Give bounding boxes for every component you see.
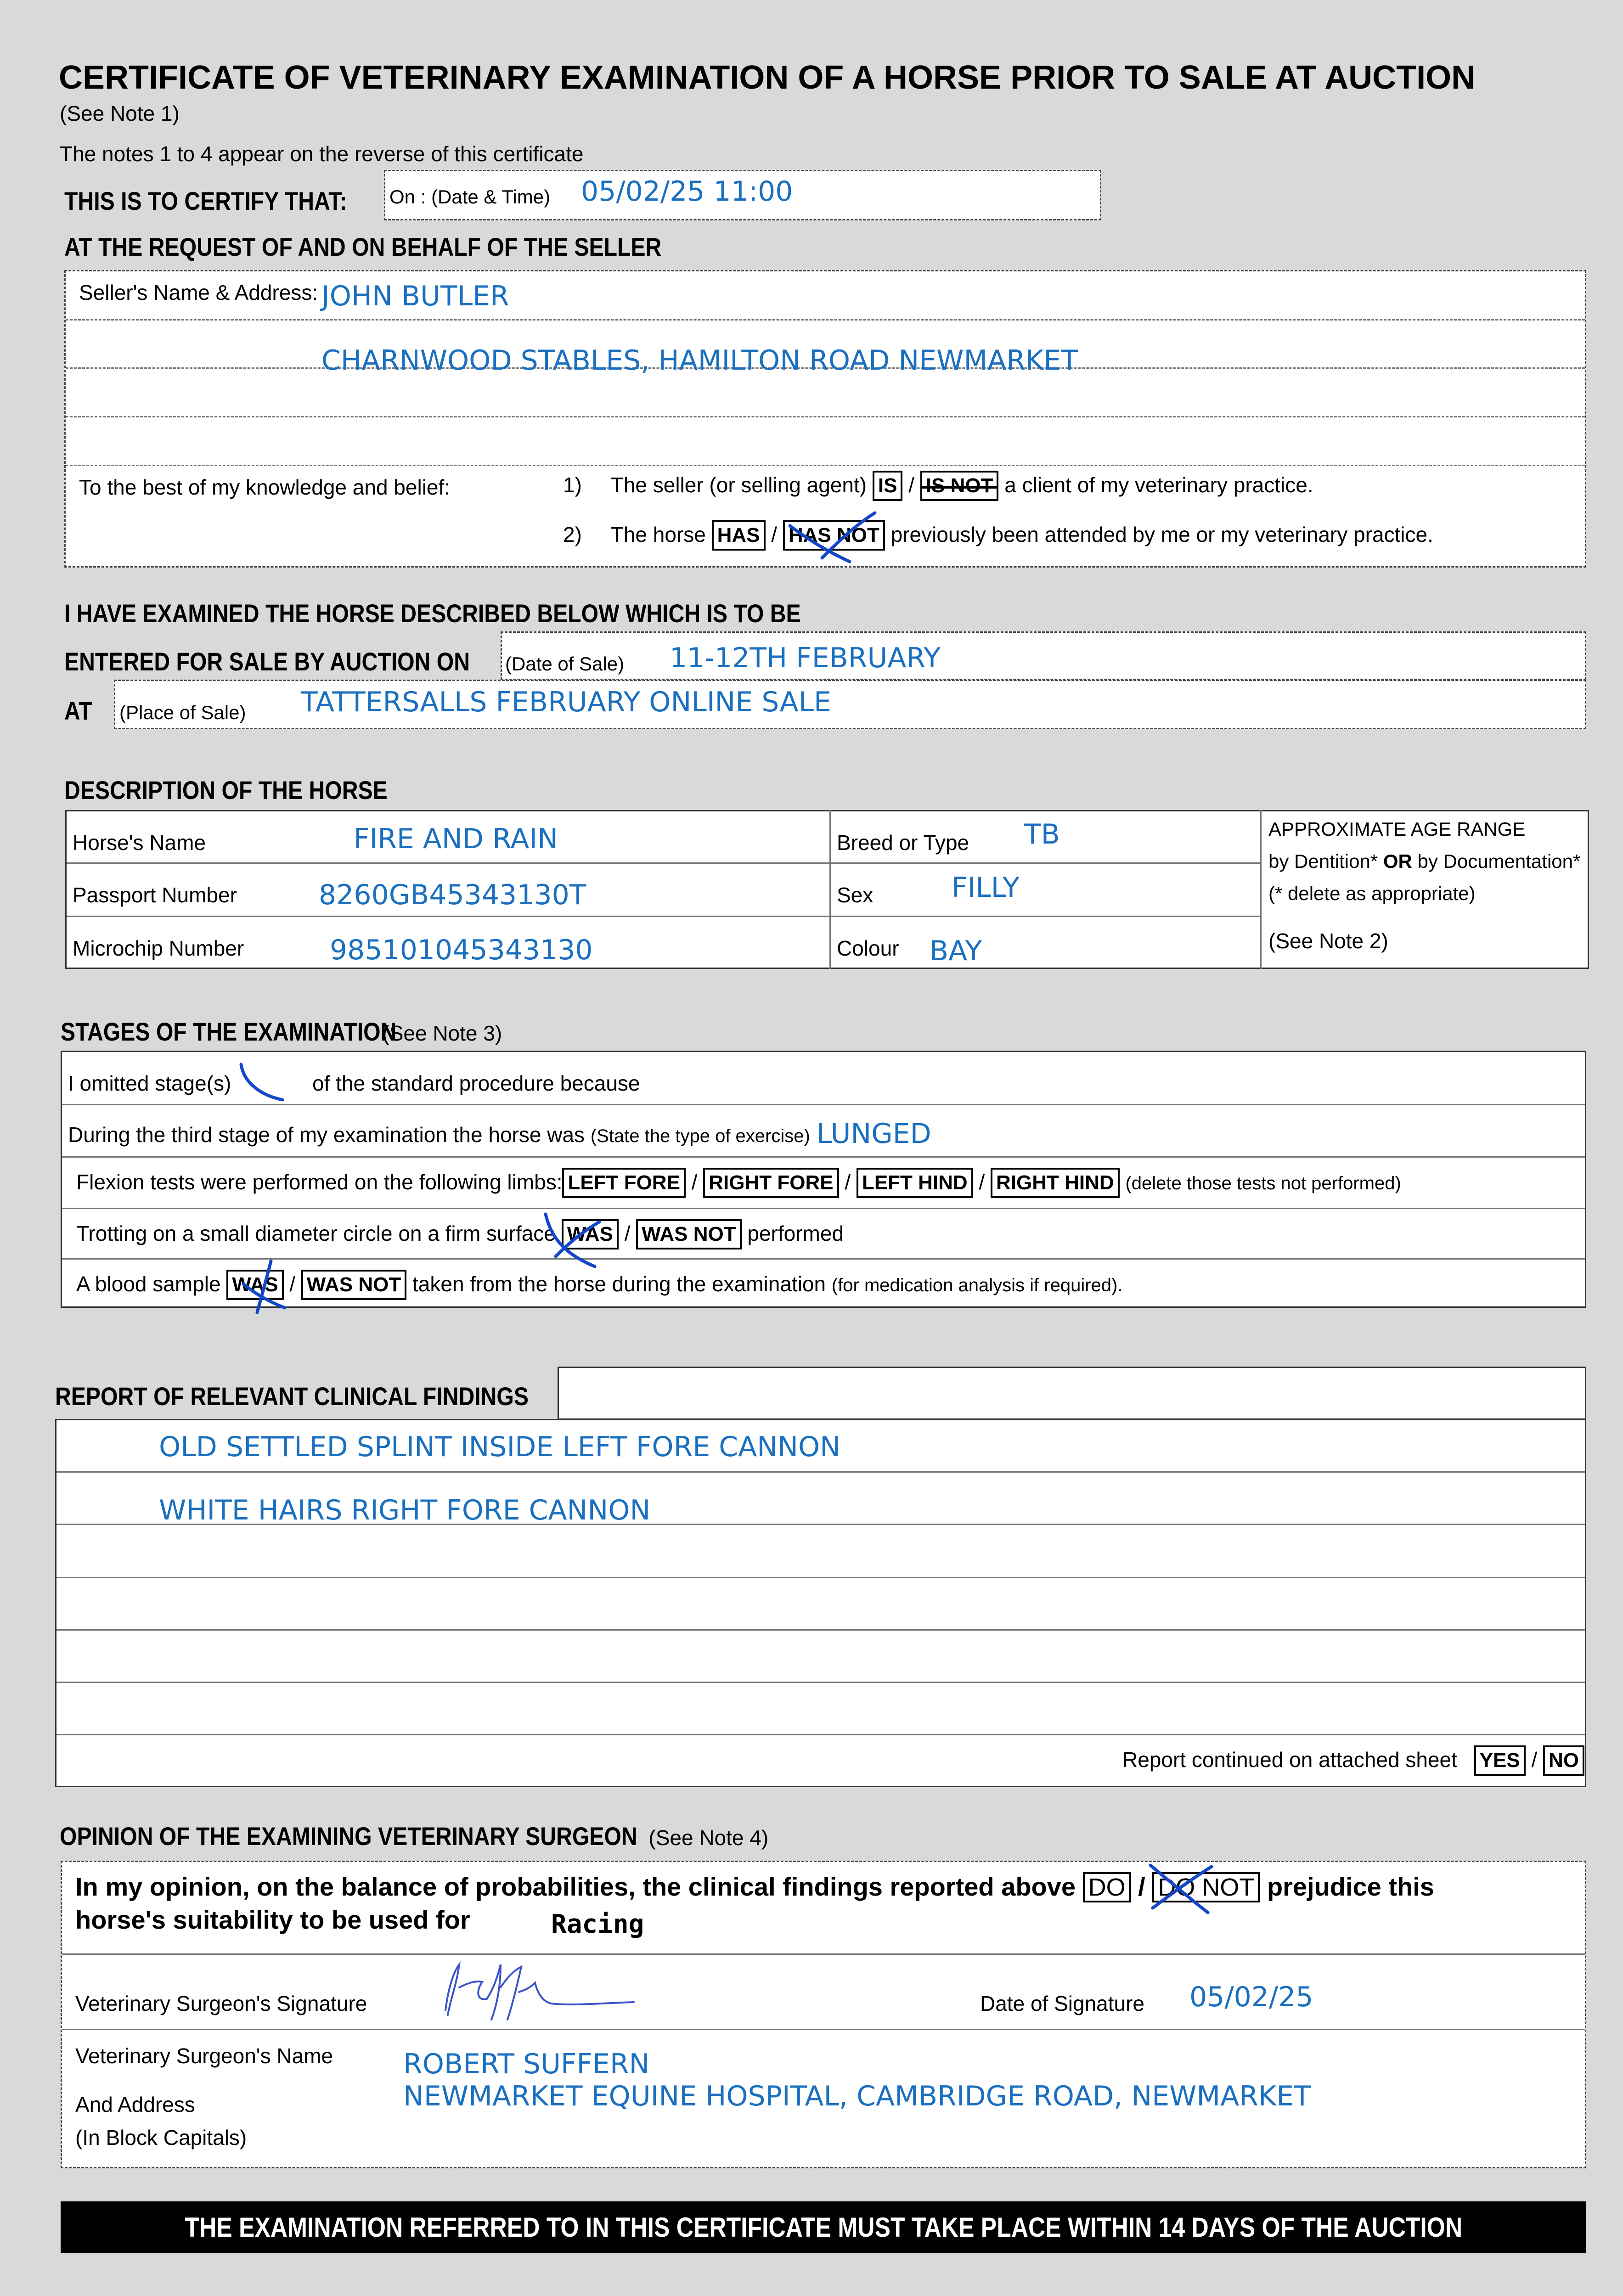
opinion-do-option[interactable]: DO	[1083, 1872, 1131, 1902]
stages-note: (See Note 3)	[382, 1021, 502, 1045]
seller-label: Seller's Name & Address:	[79, 281, 318, 304]
opinion-heading	[60, 1821, 768, 1851]
trotting-was-not-option[interactable]: WAS NOT	[636, 1219, 741, 1249]
third-stage-text: During the third stage of my examination the horse was	[68, 1123, 585, 1147]
entered-label: ENTERED FOR SALE BY AUCTION ON	[64, 647, 470, 676]
date-time-label: On : (Date & Time)	[389, 186, 551, 208]
surgeon-address-label: And Address	[75, 2093, 195, 2116]
date-of-sale-label: (Date of Sale)	[505, 653, 625, 675]
footer-banner	[61, 2201, 1586, 2253]
blood-line	[76, 1269, 1122, 1300]
stages-heading	[61, 1017, 502, 1047]
blood-note: (for medication analysis if required).	[831, 1275, 1123, 1295]
microchip-label: Microchip Number	[73, 936, 244, 960]
blood-sep: /	[289, 1272, 296, 1296]
blood-text: A blood sample	[76, 1272, 221, 1296]
continued-sep: /	[1531, 1748, 1538, 1772]
opinion-sep: /	[1138, 1872, 1145, 1901]
has-option[interactable]: HAS	[712, 520, 766, 551]
is-not-label: IS NOT	[925, 474, 993, 497]
report-lines[interactable]	[55, 1419, 1586, 1787]
request-label: AT THE REQUEST OF AND ON BEHALF OF THE SELLER	[64, 232, 662, 261]
horse-name-label: Horse's Name	[73, 831, 206, 855]
certify-label: THIS IS TO CERTIFY THAT:	[64, 186, 347, 215]
third-stage-note: (State the type of exercise)	[590, 1126, 810, 1146]
place-of-sale-label: (Place of Sale)	[119, 702, 246, 723]
is-option[interactable]: IS	[873, 471, 903, 501]
seller-address-value[interactable]: CHARNWOOD STABLES, HAMILTON ROAD NEWMARKET	[321, 344, 1078, 377]
signature-text: Suffern	[432, 1955, 435, 1956]
opinion-statement	[75, 1871, 1434, 1903]
item1-sep: /	[908, 473, 914, 497]
has-not-option[interactable]: HAS NOT	[783, 520, 885, 551]
limb-left-fore[interactable]: LEFT FORE	[562, 1168, 685, 1198]
breed-value[interactable]: TB	[1024, 818, 1060, 850]
blood-was-pen-cross	[239, 1256, 289, 1316]
item1-post: a client of my veterinary practice.	[1004, 473, 1313, 497]
microchip-value[interactable]: 985101045343130	[330, 934, 593, 966]
age-see-note-2: (See Note 2)	[1268, 929, 1388, 953]
item1-number: 1)	[563, 473, 582, 497]
third-stage-line	[68, 1122, 810, 1147]
flexion-sep-2: /	[845, 1170, 851, 1194]
limb-right-hind[interactable]: RIGHT HIND	[991, 1168, 1120, 1198]
examined-label: I HAVE EXAMINED THE HORSE DESCRIBED BELOW WHICH IS TO BE	[64, 599, 801, 628]
report-line-1[interactable]: OLD SETTLED SPLINT INSIDE LEFT FORE CANNON	[159, 1431, 841, 1463]
block-capitals-label: (In Block Capitals)	[75, 2126, 247, 2150]
omitted-stages-pen-mark	[234, 1056, 294, 1107]
date-of-signature-value[interactable]: 05/02/25	[1189, 1981, 1313, 2013]
item1-text: The seller (or selling agent)	[610, 473, 867, 497]
surgeon-name-label: Veterinary Surgeon's Name	[75, 2044, 333, 2068]
knowledge-label: To the best of my knowledge and belief:	[79, 475, 451, 499]
item2-post: previously been attended by me or my veterinary practice.	[890, 523, 1433, 546]
date-of-signature-label: Date of Signature	[980, 1992, 1145, 2015]
continued-label: Report continued on attached sheet	[1122, 1748, 1457, 1772]
third-stage-value[interactable]: LUNGED	[817, 1118, 931, 1150]
colour-label: Colour	[837, 936, 899, 960]
omitted-stages-post: of the standard procedure because	[312, 1071, 640, 1095]
opinion-do-not-option[interactable]: DO NOT	[1152, 1872, 1260, 1902]
statement-2	[563, 520, 1433, 551]
trotting-was-pen-cross	[537, 1206, 606, 1270]
age-range-title: APPROXIMATE AGE RANGE	[1268, 818, 1526, 840]
signature-label: Veterinary Surgeon's Signature	[75, 1992, 367, 2015]
date-time-value: 05/02/25 11:00	[581, 175, 793, 208]
item2-text: The horse	[610, 523, 706, 546]
surgeon-name-value[interactable]: ROBERT SUFFERN	[403, 2048, 650, 2080]
has-not-pen-cross	[781, 507, 882, 567]
horse-name-value[interactable]: FIRE AND RAIN	[354, 823, 558, 855]
flexion-sep-3: /	[979, 1170, 985, 1194]
certificate-title: CERTIFICATE OF VETERINARY EXAMINATION OF A HORSE PRIOR TO SALE AT AUCTION	[59, 59, 1476, 96]
date-of-sale-value: 11-12TH FEBRUARY	[670, 642, 941, 674]
opinion-text-post: prejudice this	[1267, 1872, 1434, 1901]
notes-line: The notes 1 to 4 appear on the reverse of this certificate	[60, 142, 584, 166]
blood-post: taken from the horse during the examination	[412, 1272, 826, 1296]
report-heading-field	[558, 1367, 1586, 1420]
signature-drawing[interactable]	[432, 1955, 643, 2024]
or-label: OR	[1383, 850, 1412, 872]
trotting-was-option[interactable]: WAS	[562, 1219, 619, 1249]
description-heading: DESCRIPTION OF THE HORSE	[64, 776, 388, 805]
passport-value[interactable]: 8260GB45343130T	[319, 879, 586, 911]
report-heading: REPORT OF RELEVANT CLINICAL FINDINGS	[55, 1382, 529, 1411]
item2-sep: /	[771, 523, 778, 546]
place-of-sale-value: TATTERSALLS FEBRUARY ONLINE SALE	[301, 686, 831, 718]
report-line-2[interactable]: WHITE HAIRS RIGHT FORE CANNON	[159, 1494, 651, 1526]
statement-1	[563, 470, 1313, 501]
at-label: AT	[64, 696, 92, 725]
continued-yes-option[interactable]: YES	[1474, 1745, 1526, 1776]
limb-right-fore[interactable]: RIGHT FORE	[703, 1168, 839, 1198]
sex-label: Sex	[837, 883, 873, 907]
age-range-method	[1268, 850, 1580, 872]
footer-banner-text: THE EXAMINATION REFERRED TO IN THIS CERTIFICATE MUST TAKE PLACE WITHIN 14 DAYS OF THE AUCTION	[185, 2212, 1462, 2243]
trotting-post: performed	[747, 1221, 844, 1245]
opinion-do-pen-cross	[1144, 1855, 1217, 1915]
flexion-sep-1: /	[691, 1170, 698, 1194]
flexion-note: (delete those tests not performed)	[1125, 1173, 1401, 1193]
intended-use-value[interactable]: Racing	[551, 1909, 644, 1939]
age-delete-note: (* delete as appropriate)	[1268, 883, 1476, 904]
opinion-title: OPINION OF THE EXAMINING VETERINARY SURGEON	[60, 1822, 637, 1851]
is-not-option[interactable]	[920, 471, 999, 501]
trotting-sep: /	[624, 1221, 631, 1245]
seller-name-value[interactable]: JOHN BUTLER	[321, 280, 509, 312]
opinion-note: (See Note 4)	[648, 1826, 769, 1850]
omitted-stages-pre: I omitted stage(s)	[68, 1071, 231, 1095]
stages-title: STAGES OF THE EXAMINATION	[61, 1017, 397, 1046]
trotting-text: Trotting on a small diameter circle on a firm surface	[76, 1221, 556, 1245]
by-documentation-option[interactable]: by Documentation*	[1417, 850, 1581, 872]
opinion-line-2: horse's suitability to be used for	[75, 1905, 470, 1934]
blood-was-not-option[interactable]: WAS NOT	[301, 1270, 406, 1300]
opinion-text: In my opinion, on the balance of probabilities, the clinical findings reported above	[75, 1872, 1076, 1901]
flexion-line	[76, 1167, 1401, 1198]
passport-label: Passport Number	[73, 883, 237, 907]
continued-line	[1122, 1745, 1584, 1776]
continued-no-option[interactable]: NO	[1543, 1745, 1584, 1776]
blood-was-option[interactable]: WAS	[226, 1270, 283, 1300]
item2-number: 2)	[563, 523, 582, 546]
sex-value[interactable]: FILLY	[952, 872, 1020, 904]
breed-label: Breed or Type	[837, 831, 969, 855]
flexion-text: Flexion tests were performed on the following limbs:	[76, 1170, 563, 1194]
limb-left-hind[interactable]: LEFT HIND	[857, 1168, 973, 1198]
date-of-sale-field[interactable]	[501, 631, 1586, 680]
trotting-line	[76, 1219, 844, 1249]
by-dentition-option[interactable]: by Dentition*	[1268, 850, 1378, 872]
colour-value[interactable]: BAY	[930, 935, 982, 967]
surgeon-address-value[interactable]: NEWMARKET EQUINE HOSPITAL, CAMBRIDGE ROAD, NEWMARKET	[403, 2080, 1311, 2112]
see-note-1: (See Note 1)	[60, 101, 180, 125]
